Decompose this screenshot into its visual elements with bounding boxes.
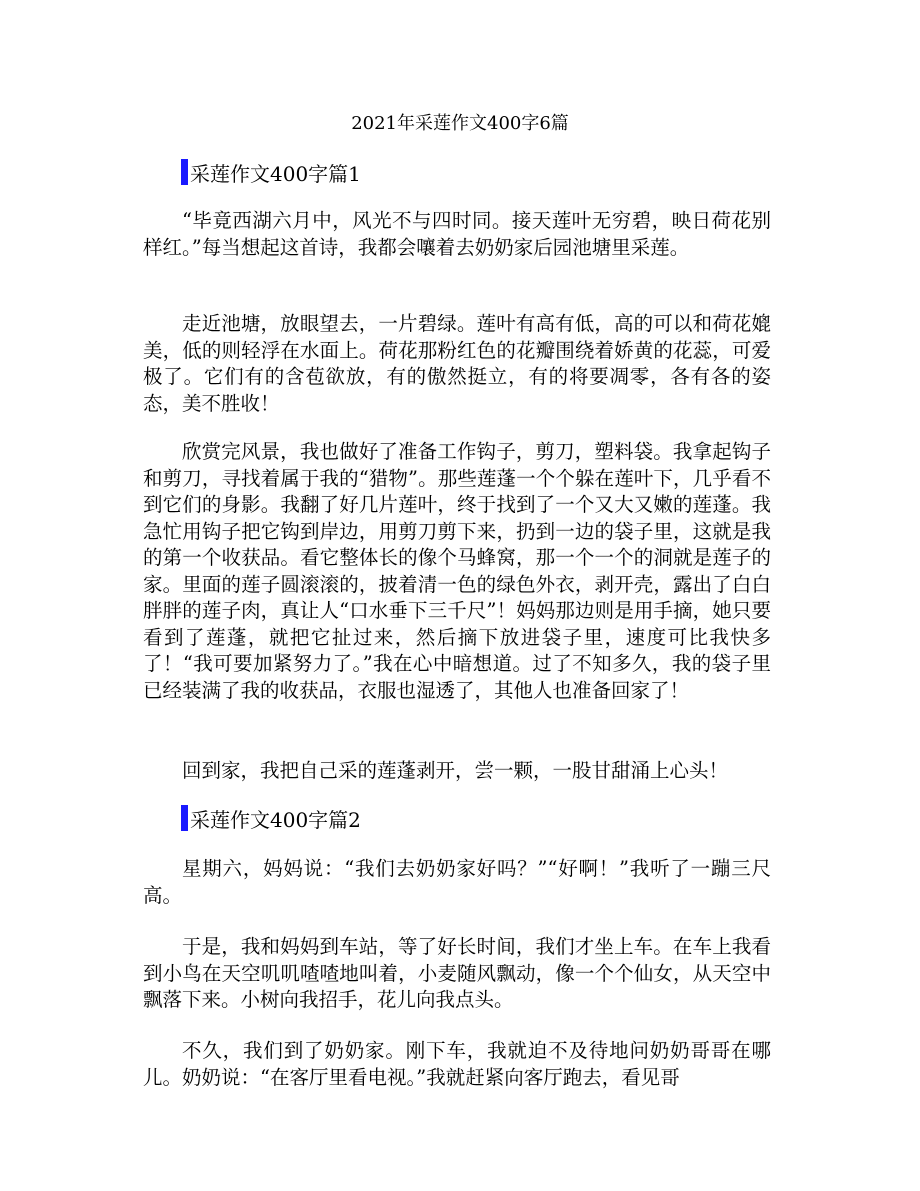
paragraph: 回到家，我把自己采的莲蓬剥开，尝一颗，一股甘甜涌上心头！ (182, 759, 729, 782)
document-title: 2021年采莲作文400字6篇 (351, 113, 569, 134)
paragraph: 星期六，妈妈说：“我们去奶奶家好吗？”“好啊！”我听了一蹦三尺高。 (143, 857, 771, 907)
heading-marker (181, 159, 188, 185)
paragraph: 不久，我们到了奶奶家。刚下车，我就迫不及待地问奶奶哥哥在哪儿。奶奶说：“在客厅里看电视。”我就赶紧向客厅跑去，看见哥 (143, 1039, 771, 1089)
paragraph: 走近池塘，放眼望去，一片碧绿。莲叶有高有低，高的可以和荷花媲美，低的则轻浮在水面上。荷花那粉红色的花瓣围绕着娇黄的花蕊，可爱极了。它们有的含苞欲放，有的傲然挺立，有的将要凋零，各有各的姿态，美不胜收！ (143, 312, 771, 415)
paragraph: 欣赏完风景，我也做好了准备工作钩子，剪刀，塑料袋。我拿起钩子和剪刀，寻找着属于我的“猎物”。那些莲蓬一个个躲在莲叶下，几乎看不到它们的身影。我翻了好几片莲叶，终于找到了一个又大又嫩的莲蓬。我急忙用钩子把它钩到岸边，用剪刀剪下来，扔到一边的袋子里，这就是我的第一个收获品。看它整体长的像个马蜂窝，那一个一个的洞就是莲子的家。里面的莲子圆滚滚的，披着清一色的绿色外衣，剥开壳，露出了白白胖胖的莲子肉，真让人“口水垂下三千尺”！妈妈那边则是用手摘，她只要看到了莲蓬，就把它扯过来，然后摘下放进袋子里，速度可比我快多了！“我可要加紧努力了。”我在心中暗想道。过了不知多久，我的袋子里已经装满了我的收获品，衣服也湿透了，其他人也准备回家了！ (143, 440, 771, 702)
section-heading-text: 采莲作文400字篇2 (190, 807, 361, 832)
section-heading-2 (181, 803, 361, 833)
heading-marker (181, 805, 188, 831)
paragraph: “毕竟西湖六月中，风光不与四时同。接天莲叶无穷碧，映日荷花别样红。”每当想起这首诗，我都会嚷着去奶奶家后园池塘里采莲。 (143, 209, 771, 259)
paragraph: 于是，我和妈妈到车站，等了好长时间，我们才坐上车。在车上我看到小鸟在天空叽叽喳喳地叫着，小麦随风飘动，像一个个仙女，从天空中飘落下来。小树向我招手，花儿向我点头。 (143, 935, 771, 1011)
section-heading-text: 采莲作文400字篇1 (190, 161, 361, 186)
section-heading-1 (181, 157, 361, 187)
